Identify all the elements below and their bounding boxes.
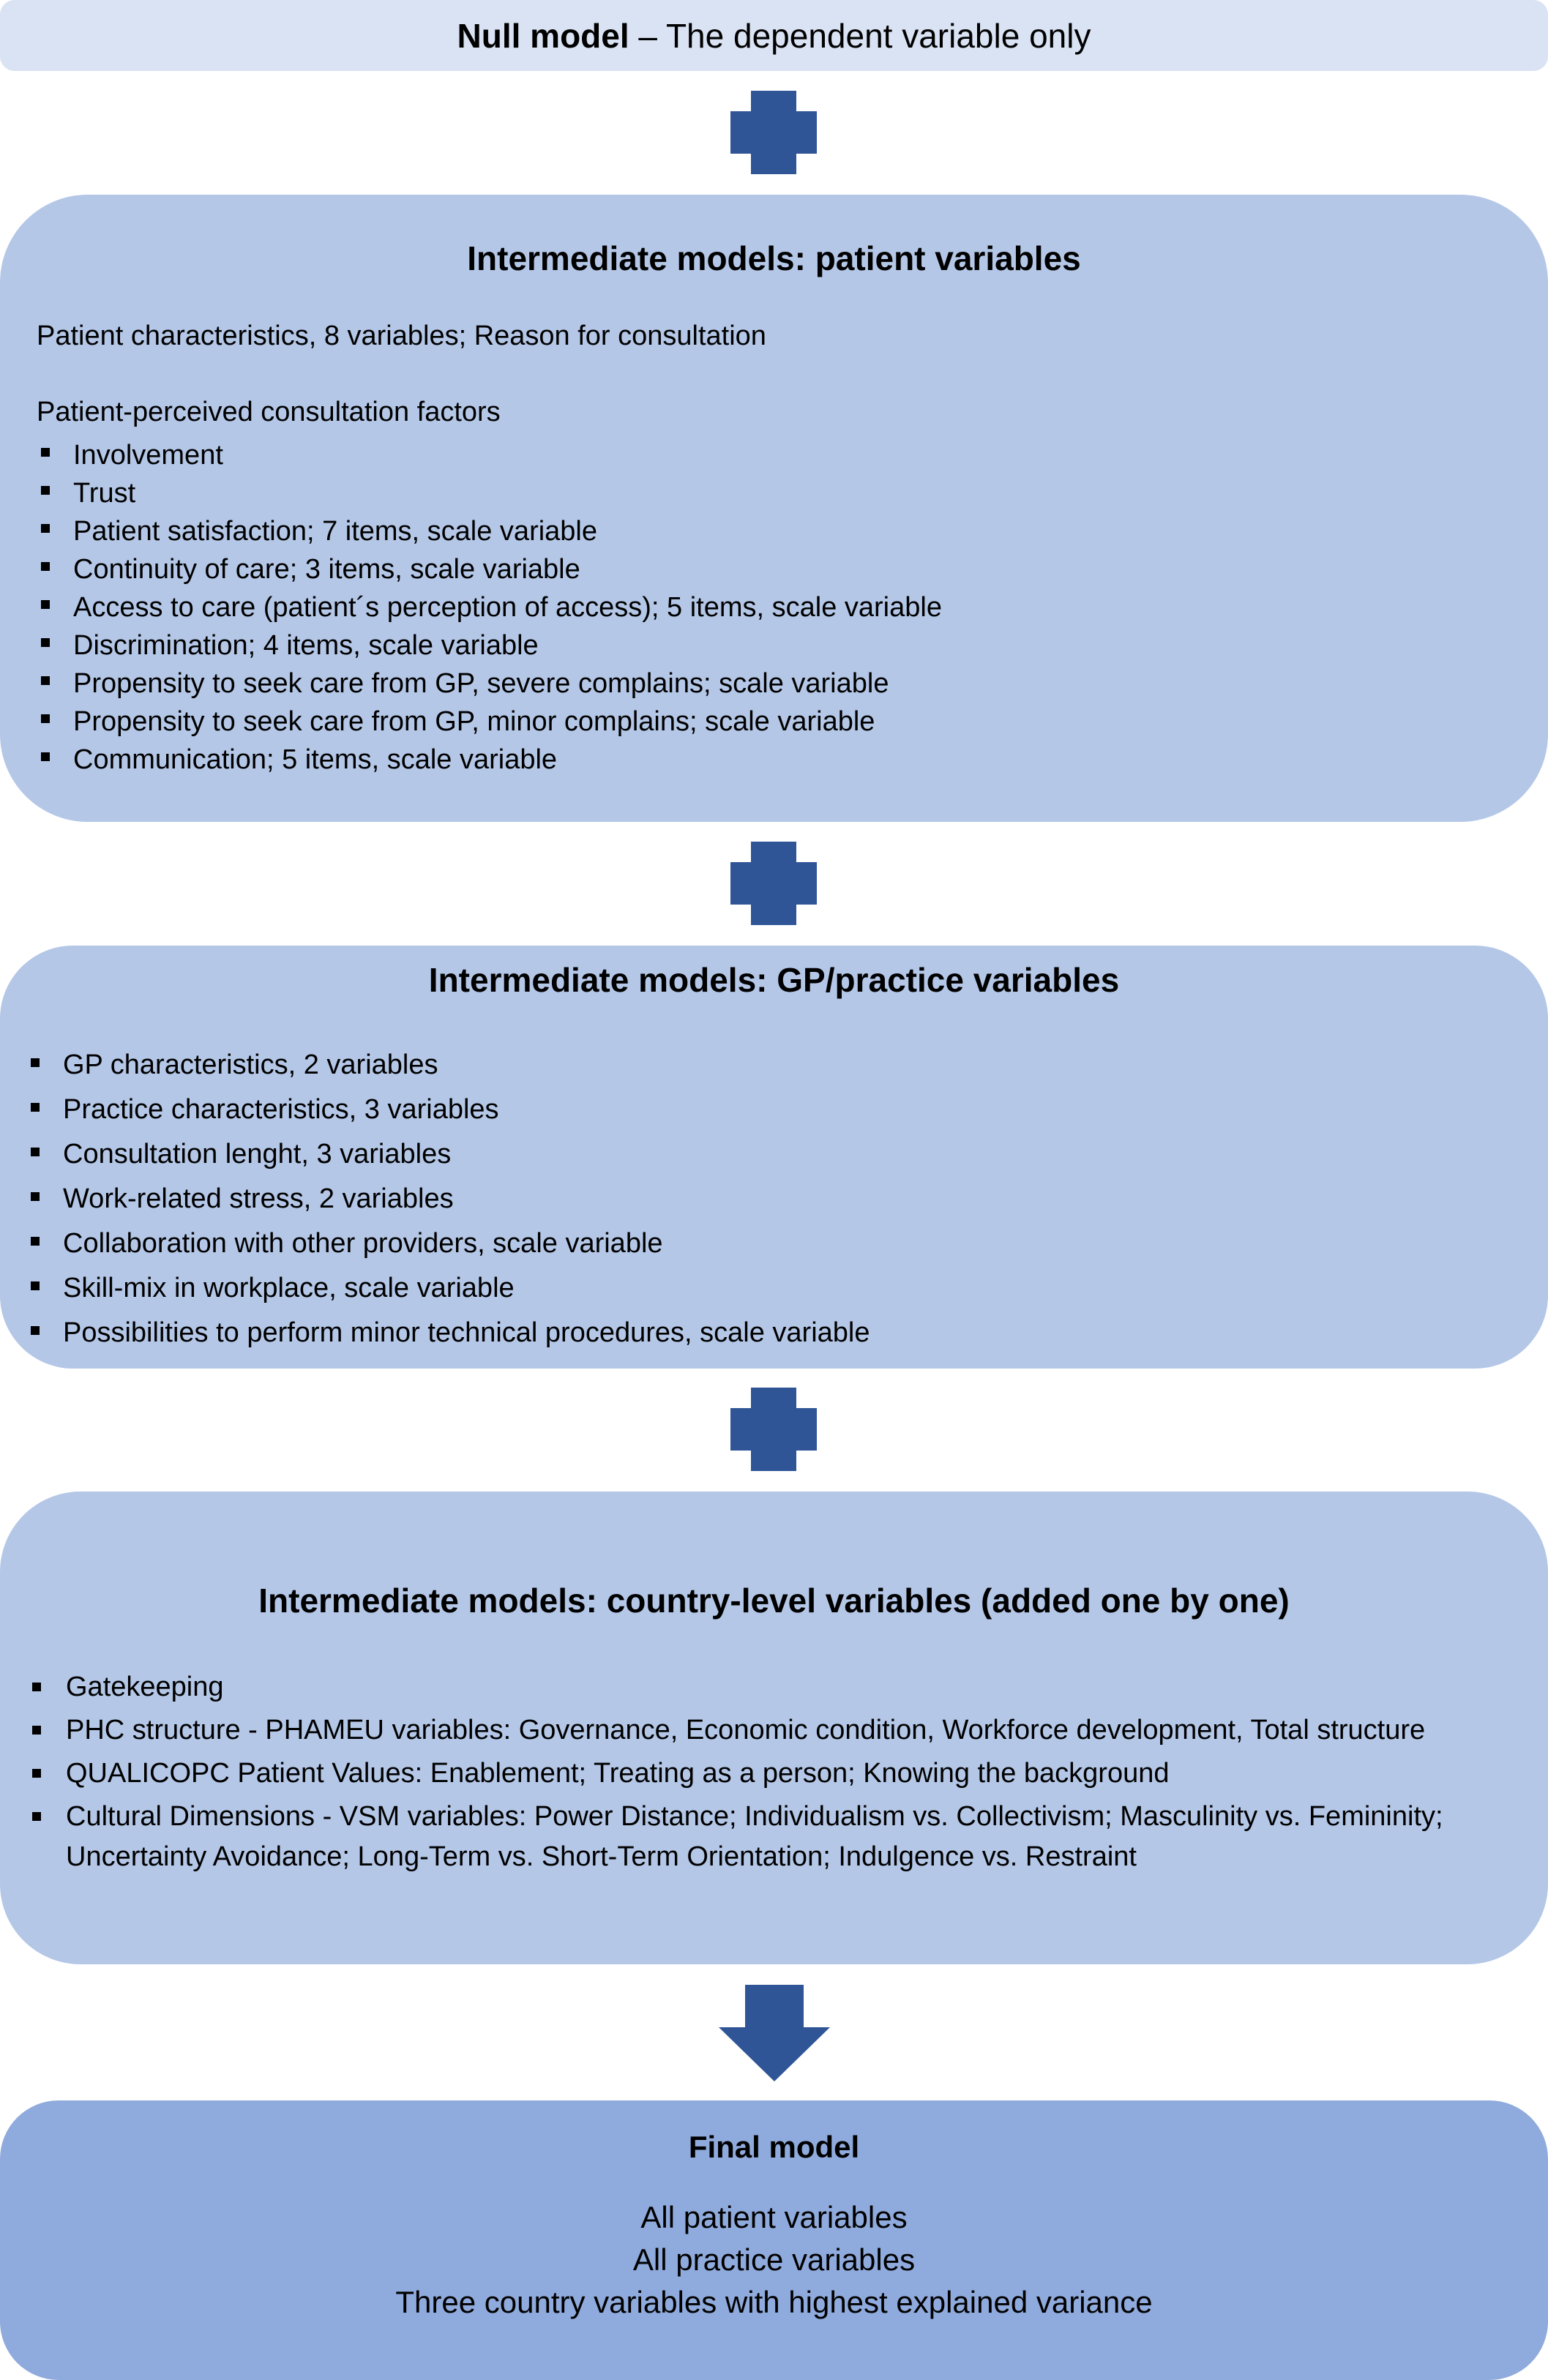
patient-factors-heading: Patient-perceived consultation factors [37,397,501,427]
list-item: Access to care (patient´s perception of access); 5 items, scale variable [38,588,942,626]
list-item: Possibilities to perform minor technical procedures, scale variable [28,1311,870,1355]
patient-characteristics-text: Patient characteristics, 8 variables; Reason for consultation [37,321,766,351]
null-model-box [0,0,1548,71]
list-item: PHC structure - PHAMEU variables: Governance, Economic condition, Workforce development, Total structure [29,1710,1522,1751]
final-block-title: Final model [688,2130,860,2164]
list-item: Communication; 5 items, scale variable [38,741,942,779]
null-model-title: Null model [457,16,629,55]
list-item: QUALICOPC Patient Values: Enablement; Treating as a person; Knowing the background [29,1754,1522,1794]
final-model-box [0,2100,1548,2380]
down-arrow-icon [719,1985,830,2081]
final-line-patient: All patient variables [640,2200,908,2234]
country-variables-list [29,1667,1522,1880]
list-item: GP characteristics, 2 variables [28,1043,870,1088]
list-item: Trust [38,474,942,512]
list-item: Skill-mix in workplace, scale variable [28,1266,870,1311]
gp-practice-variables-box [0,946,1548,1369]
country-level-variables-box [0,1492,1548,1964]
list-item: Collaboration with other providers, scale variable [28,1221,870,1266]
patient-block-title: Intermediate models: patient variables [467,239,1081,277]
patient-variables-box [0,195,1548,822]
plus-connector-icon [730,1388,817,1471]
list-item: Propensity to seek care from GP, minor complains; scale variable [38,703,942,741]
final-line-practice: All practice variables [632,2242,916,2277]
plus-connector-icon [730,842,817,925]
plus-connector-icon [730,91,817,174]
final-line-country: Three country variables with highest explained variance [395,2285,1153,2319]
list-item: Practice characteristics, 3 variables [28,1088,870,1132]
list-item: Consultation lenght, 3 variables [28,1132,870,1177]
list-item: Continuity of care; 3 items, scale variable [38,550,942,588]
gp-block-title: Intermediate models: GP/practice variables [428,961,1120,999]
list-item: Patient satisfaction; 7 items, scale variable [38,512,942,550]
list-item: Work-related stress, 2 variables [28,1177,870,1221]
list-item: Involvement [38,436,942,474]
list-item: Gatekeeping [29,1667,1522,1707]
list-item: Propensity to seek care from GP, severe complains; scale variable [38,665,942,703]
null-model-description: – The dependent variable only [629,16,1091,55]
country-block-title: Intermediate models: country-level variables (added one by one) [258,1582,1290,1620]
patient-factors-list [38,436,942,779]
list-item: Discrimination; 4 items, scale variable [38,626,942,665]
list-item: Cultural Dimensions - VSM variables: Power Distance; Individualism vs. Collectivism; Masculinity vs. Femininity; Uncertainty Avoidance; Long-Term vs. Short-Term Orientation; Indulgence vs. Restraint [29,1797,1522,1877]
gp-variables-list [28,1043,870,1355]
